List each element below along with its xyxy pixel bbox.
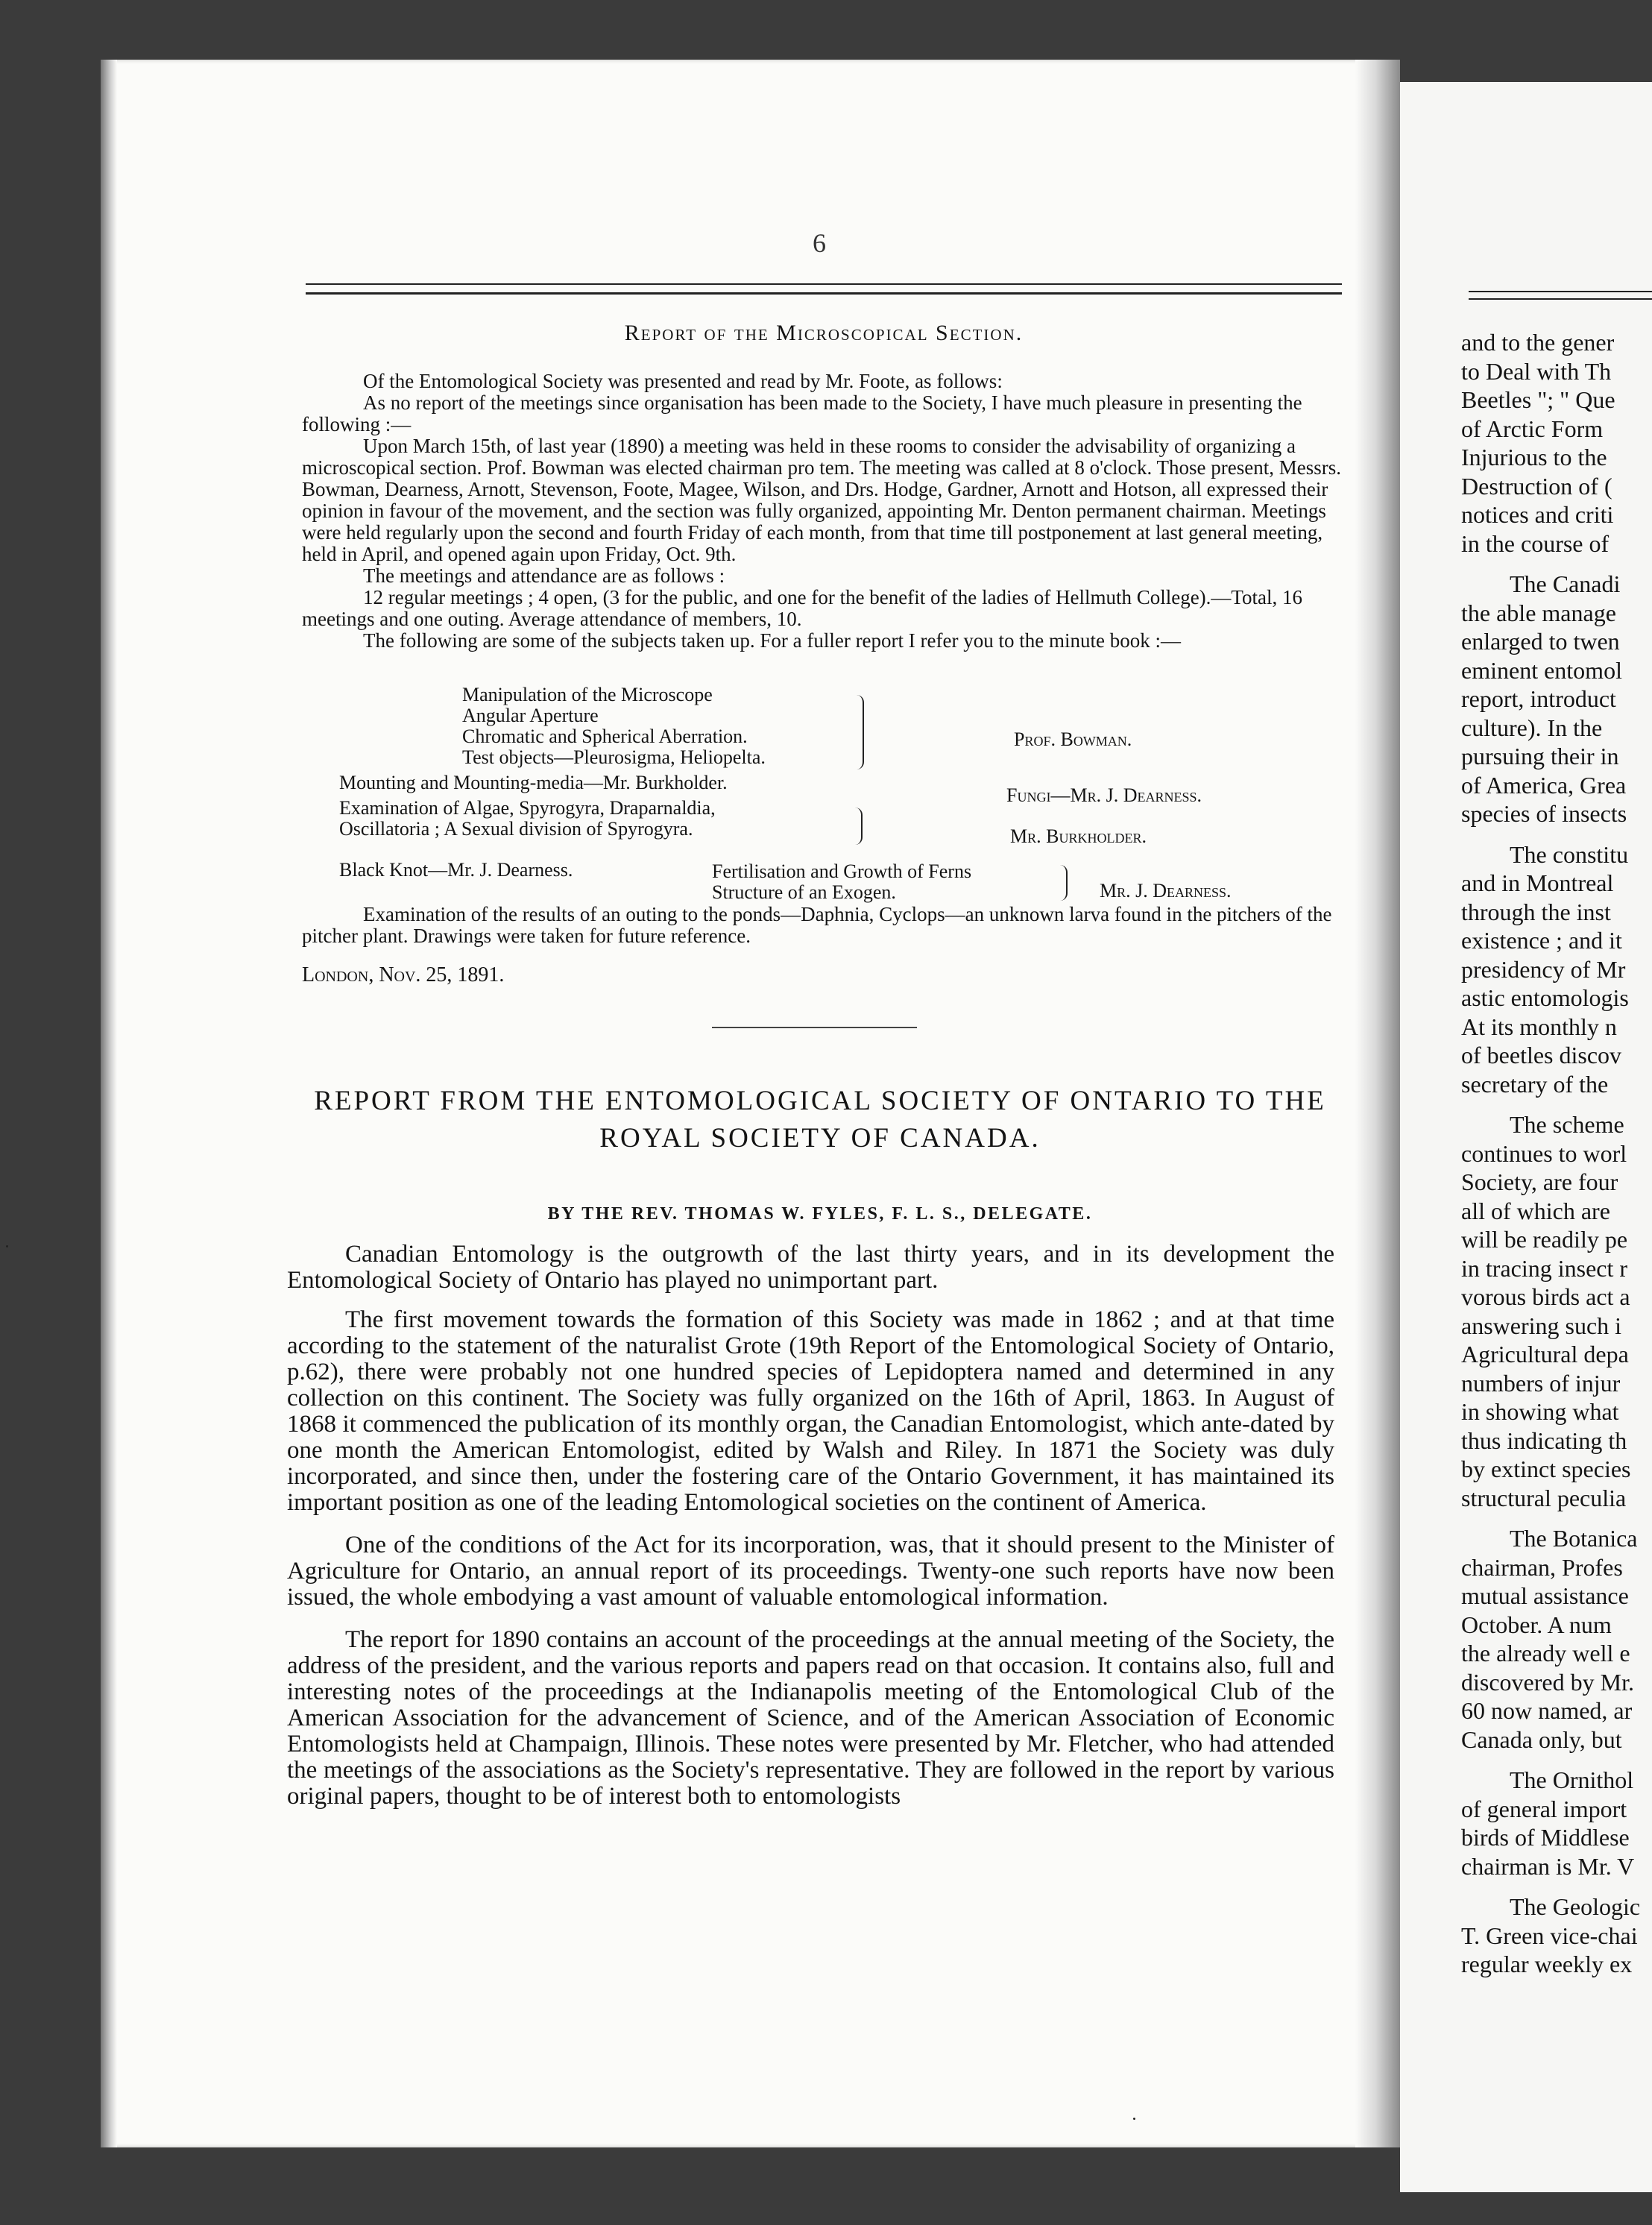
right-page	[1400, 82, 1652, 2192]
right-page-line: the able manage	[1461, 599, 1616, 626]
right-page-line: The Botanica	[1510, 1525, 1638, 1552]
title-line: REPORT FROM THE ENTOMOLOGICAL SOCIETY OF ONTARIO TO THE	[314, 1086, 1326, 1116]
report-paragraph: 12 regular meetings ; 4 open, (3 for the public, and one for the benefit of the ladies of Hellmuth College).—Total, 16 meetings and one outing. Average attendance of members, 10.	[302, 586, 1303, 630]
right-page-line: Destruction of (	[1461, 472, 1612, 500]
right-page-line: Society, are four	[1461, 1168, 1618, 1195]
right-page-line: thus indicating th	[1461, 1426, 1627, 1454]
brace	[1059, 865, 1068, 901]
right-page-line: in tracing insect r	[1461, 1254, 1628, 1282]
right-page-line: to Deal with Th	[1461, 357, 1612, 385]
right-page-line: chairman is Mr. V	[1461, 1852, 1635, 1880]
right-page-line: answering such i	[1461, 1312, 1622, 1339]
right-page-line: the already well e	[1461, 1640, 1630, 1667]
right-page-line: astic entomologis	[1461, 984, 1629, 1011]
topic-item: Manipulation of the Microscope	[462, 684, 713, 705]
right-page-line: continues to worl	[1461, 1139, 1627, 1167]
right-page-line: Injurious to the	[1461, 444, 1607, 471]
topic-group-microscope	[462, 685, 766, 768]
right-page-line: discovered by Mr.	[1461, 1668, 1634, 1696]
outing-paragraph	[302, 904, 1342, 947]
right-page-line: Beetles "; " Que	[1461, 386, 1615, 413]
right-page-line: and to the gener	[1461, 329, 1615, 356]
report-paragraph: The following are some of the subjects taken up. For a fuller report I refer you to the minute book :—	[363, 629, 1181, 652]
right-page-line: chairman, Profes	[1461, 1553, 1623, 1581]
report-paragraph: As no report of the meetings since organisation has been made to the Society, I have much pleasure in presenting the following :—	[302, 391, 1302, 435]
report-paragraph: Examination of the results of an outing to the ponds—Daphnia, Cyclops—an unknown larva found in the pitchers of the pitcher plant. Drawings were taken for future reference.	[302, 903, 1332, 947]
society-report-body	[287, 1241, 1334, 1810]
right-page-line: October. A num	[1461, 1611, 1612, 1638]
body-paragraph: Canadian Entomology is the outgrowth of the last thirty years, and in its development the Entomological Society of Ontario has played no unimportant part.	[287, 1241, 1334, 1294]
body-paragraph: One of the conditions of the Act for its incorporation, was, that it should present to the Minister of Agriculture for Ontario, an annual report of its proceedings. Twenty-one such reports have now been issued, the whole embodying a vast amount of valuable entomological information.	[287, 1532, 1334, 1611]
topic-item: Angular Aperture	[462, 705, 599, 726]
page-number: 6	[813, 228, 826, 258]
topic-mounting	[339, 772, 728, 793]
body-paragraph: The first movement towards the formation of this Society was made in 1862 ; and at that time according to the statement of the naturalist Grote (19th Report of the Entomological Society of Ontario, p.62), there were probably not one hundred species of Lepidoptera named and determined in any collection on this continent. The Society was fully organized on the 16th of April, 1863. In August of 1868 it commenced the publication of its monthly organ, the Canadian Entomologist, which ante-dated by one month the American Entomologist, edited by Walsh and Riley. In 1871 the Society was duly incorporated, and since then, under the fostering care of the Ontario Government, it has maintained its important position as one of the leading Entomological societies on the continent of America.	[287, 1306, 1334, 1516]
topic-item: Oscillatoria ; A Sexual division of Spyrogyra.	[339, 818, 693, 840]
report-signature: London, Nov. 25, 1891.	[302, 963, 505, 986]
right-page-line: presidency of Mr	[1461, 955, 1626, 983]
right-page-line: culture). In the	[1461, 714, 1603, 741]
right-page-line: Agricultural depa	[1461, 1341, 1629, 1368]
byline: BY THE REV. THOMAS W. FYLES, F. L. S., DELEGATE.	[547, 1204, 1093, 1224]
right-page-text	[1461, 328, 1652, 1979]
right-page-line: pursuing their in	[1461, 743, 1619, 770]
right-page-line: vorous birds act a	[1461, 1283, 1630, 1310]
report-paragraph: Upon March 15th, of last year (1890) a meeting was held in these rooms to consider the advisability of organizing a microscopical section. Prof. Bowman was elected chairman pro tem. The meeting was called at 8 o'clock. Those present, Messrs. Bowman, Dearness, Arnott, Stevenson, Foote, Magee, Wilson, and Drs. Hodge, Gardner, Arnott and Hotson, all expressed their opinion in favour of the movement, and the section was fully organized, appointing Mr. Denton permanent chairman. Meetings were held regularly upon the second and fourth Friday of each month, from that time till postponement at last general meeting, held in April, and opened again upon Friday, Oct. 9th.	[302, 435, 1341, 565]
right-page-line: in showing what	[1461, 1398, 1619, 1425]
scan-dust	[1133, 2118, 1135, 2120]
right-page-line: through the inst	[1461, 898, 1611, 925]
title-line: ROYAL SOCIETY OF CANADA.	[599, 1123, 1041, 1154]
right-page-line: The scheme	[1510, 1111, 1624, 1138]
right-page-line: birds of Middlese	[1461, 1824, 1630, 1851]
page-gutter	[1355, 60, 1400, 2147]
right-page-line: existence ; and it	[1461, 927, 1622, 954]
topic-black-knot	[339, 860, 573, 881]
topic-item: Examination of Algae, Spyrogyra, Draparnaldia,	[339, 797, 716, 819]
right-page-line: mutual assistance	[1461, 1582, 1629, 1609]
topic-credit: Fungi—Mr. J. Dearness.	[1006, 784, 1202, 806]
page-binding-shadow	[101, 60, 117, 2147]
right-page-line: report, introduct	[1461, 685, 1616, 712]
topic-item: Test objects—Pleurosigma, Heliopelta.	[462, 746, 766, 768]
scan-dust	[6, 1245, 8, 1247]
right-page-line: The Geologic	[1510, 1893, 1641, 1920]
right-page-line: structural peculia	[1461, 1484, 1627, 1511]
right-page-line: of Arctic Form	[1461, 415, 1604, 442]
right-page-line: in the course of	[1461, 529, 1610, 557]
brace	[854, 695, 864, 770]
brace	[854, 808, 863, 845]
right-page-line: The Canadi	[1510, 570, 1621, 597]
right-page-line: by extinct species	[1461, 1455, 1631, 1482]
topic-item: Mounting and Mounting-media—Mr. Burkholder.	[339, 772, 728, 793]
right-page-line: of general import	[1461, 1795, 1627, 1822]
microscopical-section-title: Report of the Microscopical Section.	[624, 321, 1024, 345]
topic-group-algae	[339, 798, 716, 840]
topic-item: Fertilisation and Growth of Ferns	[712, 860, 972, 882]
topic-credit: Prof. Bowman.	[1014, 728, 1132, 750]
right-page-line: Canada only, but	[1461, 1725, 1622, 1753]
topic-item: Black Knot—Mr. J. Dearness.	[339, 859, 573, 881]
right-page-line: regular weekly ex	[1461, 1951, 1633, 1977]
right-page-line: all of which are	[1461, 1197, 1610, 1224]
topic-credit: Mr. Burkholder.	[1010, 825, 1147, 847]
right-page-line: notices and criti	[1461, 501, 1614, 528]
right-page-line: numbers of injur	[1461, 1369, 1621, 1397]
right-page-line: and in Montreal	[1461, 869, 1614, 896]
topic-item: Structure of an Exogen.	[712, 881, 896, 903]
right-page-line: eminent entomol	[1461, 656, 1622, 684]
society-report-title	[291, 1083, 1349, 1157]
right-page-line: will be readily pe	[1461, 1226, 1628, 1253]
topic-item: Chromatic and Spherical Aberration.	[462, 726, 748, 747]
report-paragraph: The meetings and attendance are as follows :	[363, 564, 725, 587]
right-page-line: The Ornithol	[1510, 1766, 1634, 1793]
section-divider	[712, 1027, 917, 1028]
topic-group-ferns	[712, 861, 971, 903]
right-page-line: T. Green vice-chai	[1461, 1922, 1638, 1949]
right-page-line: of beetles discov	[1461, 1042, 1622, 1069]
right-page-line: At its monthly n	[1461, 1013, 1617, 1040]
report-intro: Of the Entomological Society was presented and read by Mr. Foote, as follows:	[363, 370, 1003, 392]
right-page-line: enlarged to twen	[1461, 628, 1620, 655]
body-paragraph: The report for 1890 contains an account of the proceedings at the annual meeting of the Society, the address of the president, and the various reports and papers read on that occasion. It contains also, full and interesting notes of the proceedings at the Indianapolis meeting of the Entomological Club of the American Association for the advancement of Science, and of the American Association of Economic Entomologists held at Champaign, Illinois. These notes were presented by Mr. Fletcher, who had attended the meetings of the associations as the Society's representative. They are followed in the report by various original papers, thought to be of interest both to entomologists	[287, 1626, 1334, 1810]
header-rule	[1469, 291, 1652, 300]
right-page-line: secretary of the	[1461, 1070, 1609, 1098]
right-page-line: species of insects	[1461, 800, 1627, 827]
header-rule	[306, 283, 1342, 295]
topic-credit: Mr. J. Dearness.	[1100, 880, 1232, 901]
microscopical-report-body	[302, 371, 1342, 652]
right-page-line: 60 now named, ar	[1461, 1697, 1633, 1724]
right-page-line: The constitu	[1510, 840, 1629, 868]
right-page-line: of America, Grea	[1461, 771, 1627, 799]
